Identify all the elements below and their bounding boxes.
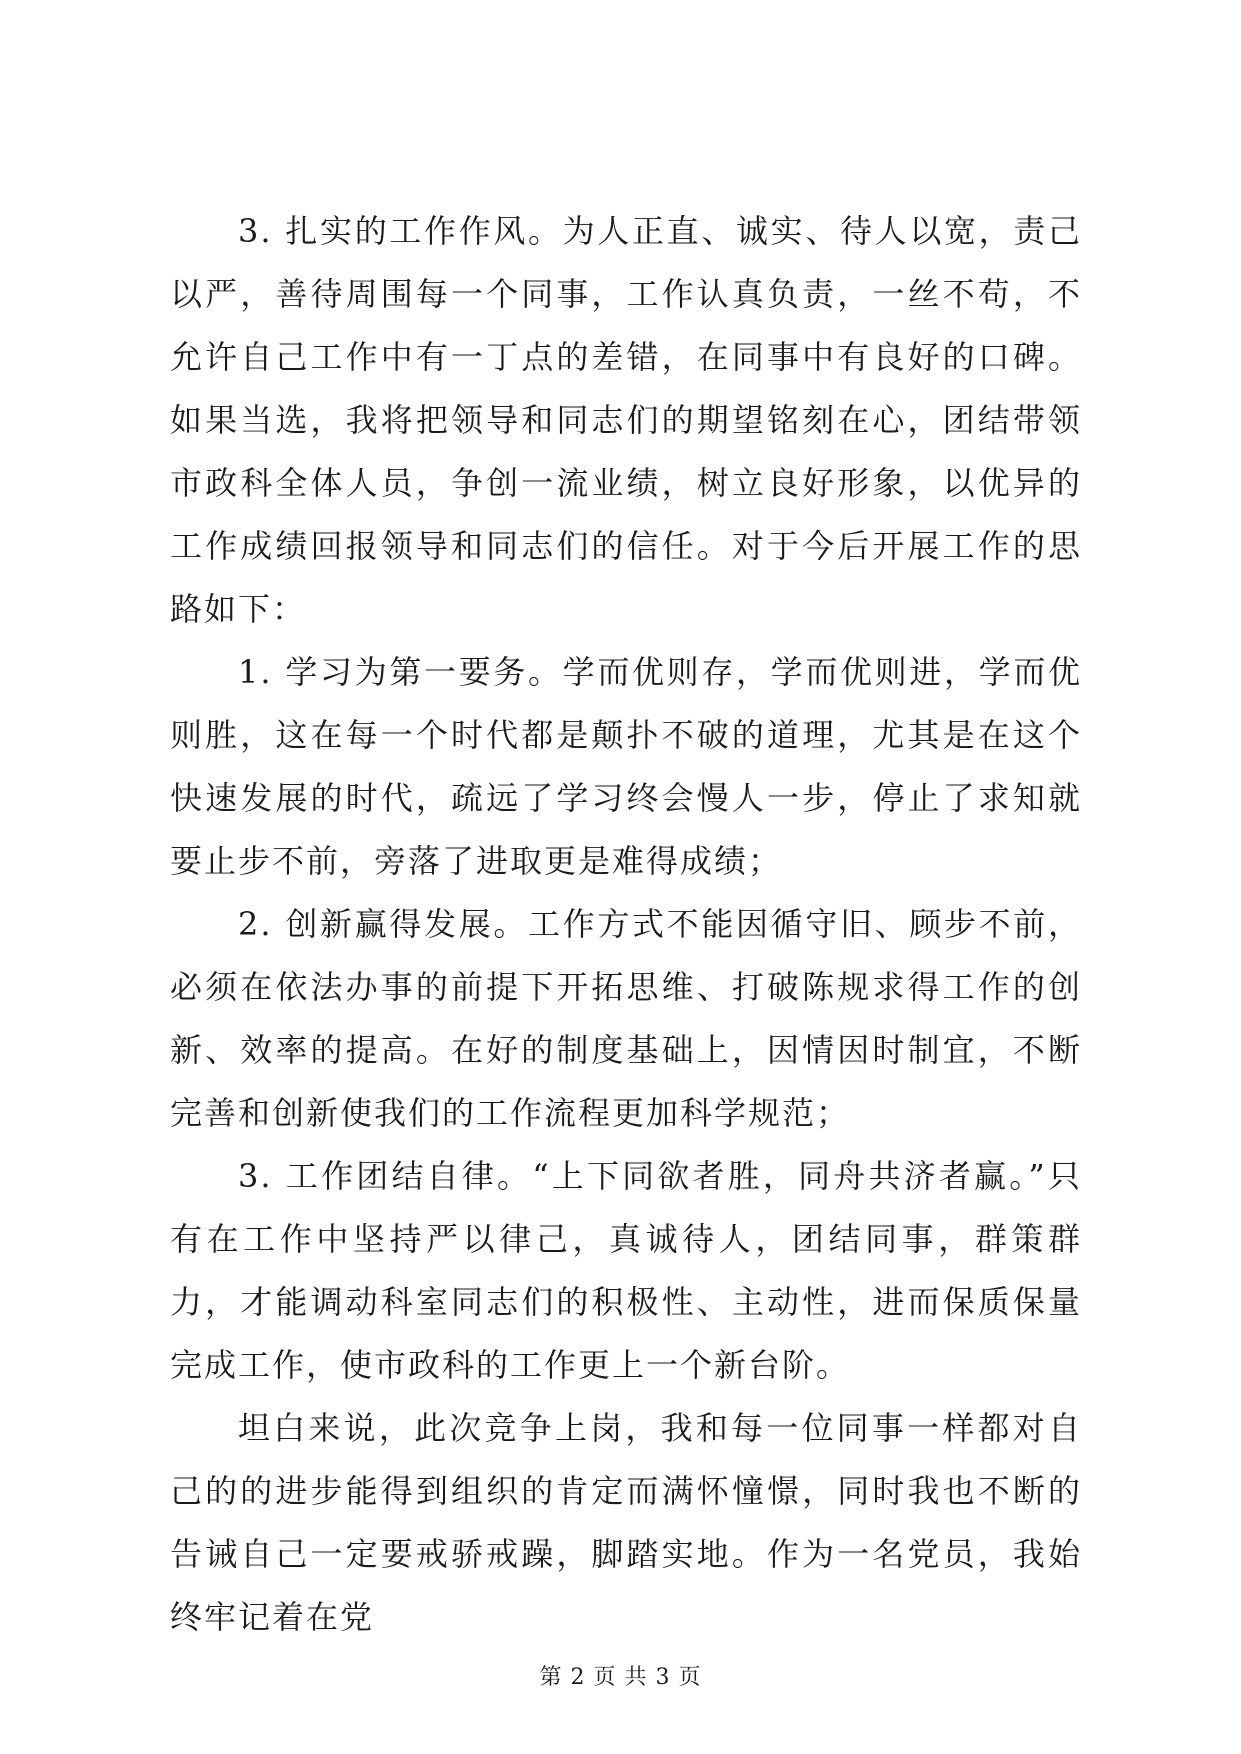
paragraph-learning: 1. 学习为第一要务。学而优则存，学而优则进，学而优则胜，这在每一个时代都是颠扑不破的道理，尤其是在这个快速发展的时代，疏远了学习终会慢人一步，停止了求知就要止步不前，旁落了进取更是难得成绩； <box>170 653 1082 880</box>
paragraph-work-style: 3. 扎实的工作作风。为人正直、诚实、待人以宽，责己以严，善待周围每一个同事，工作认真负责，一丝不苟，不允许自己工作中有一丁点的差错，在同事中有良好的口碑。如果当选，我将把领导和同志们的期望铭刻在心，团结带领市政科全体人员，争创一流业绩，树立良好形象，以优异的工作成绩回报领导和同志们的信任。对于今后开展工作的思路如下： <box>170 212 1082 628</box>
page-number-footer: 第 2 页 共 3 页 <box>539 1665 702 1690</box>
body-text <box>170 200 1082 1649</box>
paragraph-conclusion: 坦白来说，此次竞争上岗，我和每一位同事一样都对自己的的进步能得到组织的肯定而满怀憧憬，同时我也不断的告诫自己一定要戒骄戒躁，脚踏实地。作为一名党员，我始终牢记着在党 <box>170 1409 1082 1636</box>
paragraph-innovation: 2. 创新赢得发展。工作方式不能因循守旧、顾步不前，必须在依法办事的前提下开拓思维、打破陈规求得工作的创新、效率的提高。在好的制度基础上，因情因时制宜，不断完善和创新使我们的工作流程更加科学规范； <box>170 905 1082 1132</box>
paragraph-unity: 3. 工作团结自律。“上下同欲者胜，同舟共济者赢。”只有在工作中坚持严以律己，真诚待人，团结同事，群策群力，才能调动科室同志们的积极性、主动性，进而保质保量完成工作，使市政科的工作更上一个新台阶。 <box>170 1157 1082 1384</box>
